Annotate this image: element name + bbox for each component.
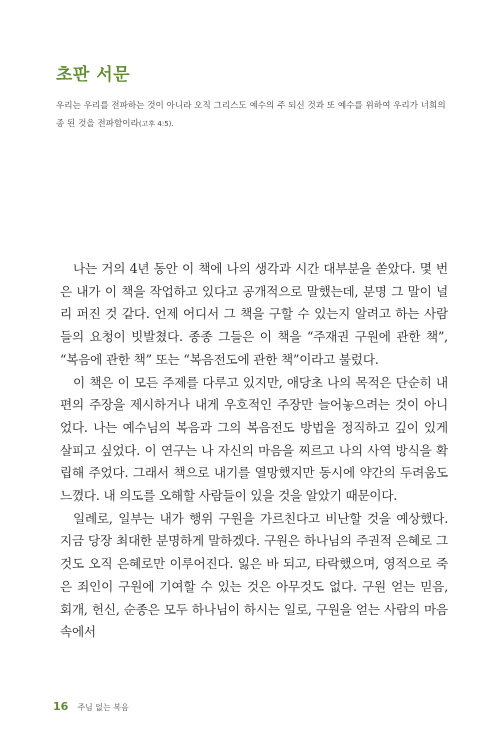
page-footer (53, 700, 129, 713)
page-number: 16 (53, 700, 69, 713)
body-text (60, 258, 448, 644)
epigraph (56, 97, 446, 133)
epigraph-text: 우리는 우리를 전파하는 것이 아니라 오직 그리스도 예수의 주 되신 것과 또 예수를 위하여 우리가 너희의 종 된 것을 전파함이라 (56, 101, 446, 129)
running-title: 주님 없는 복음 (77, 703, 129, 712)
paragraph: 이 책은 이 모든 주제를 다루고 있지만, 애당초 나의 목적은 단순히 내 편의 주장을 제시하거나 내게 우호적인 주장만 늘어놓으려는 것이 아니었다. 나는 예수님의 복음과 그의 복음전도 방법을 정직하고 깊이 있게 살피고 싶었다. 이 연구는 나 자신의 마음을 찌르고 나의 사역 방식을 확립해 주었다. 그래서 책으로 내기를 열망했지만 동시에 약간의 두려움도 느꼈다. 내 의도를 오해할 사람들이 있을 것을 알았기 때문이다. (60, 374, 448, 504)
chapter-heading: 초판 서문 (56, 65, 131, 85)
paragraph: 나는 거의 4년 동안 이 책에 나의 생각과 시간 대부분을 쏟았다. 몇 번은 내가 이 책을 작업하고 있다고 공개적으로 말했는데, 분명 그 말이 널리 퍼진 것 같다. 언제 어디서 그 책을 구할 수 있는지 알려고 하는 사람들의 요청이 빗발쳤다. 종종 그들은 이 책을 “주재권 구원에 관한 책”, “복음에 관한 책” 또는 “복음전도에 관한 책”이라고 불렀다. (60, 261, 448, 367)
scripture-reference: (고후 4:5). (138, 120, 174, 128)
paragraph: 일례로, 일부는 내가 행위 구원을 가르친다고 비난할 것을 예상했다. 지금 당장 최대한 분명하게 말하겠다. 구원은 하나님의 주권적 은혜로 그것도 오직 은혜로만 이루어진다. 잃은 바 되고, 타락했으며, 영적으로 죽은 죄인이 구원에 기여할 수 있는 것은 아무것도 없다. 구원 얻는 믿음, 회개, 헌신, 순종은 모두 하나님이 하시는 일로, 구원을 얻는 사람의 마음속에서 (60, 510, 448, 640)
